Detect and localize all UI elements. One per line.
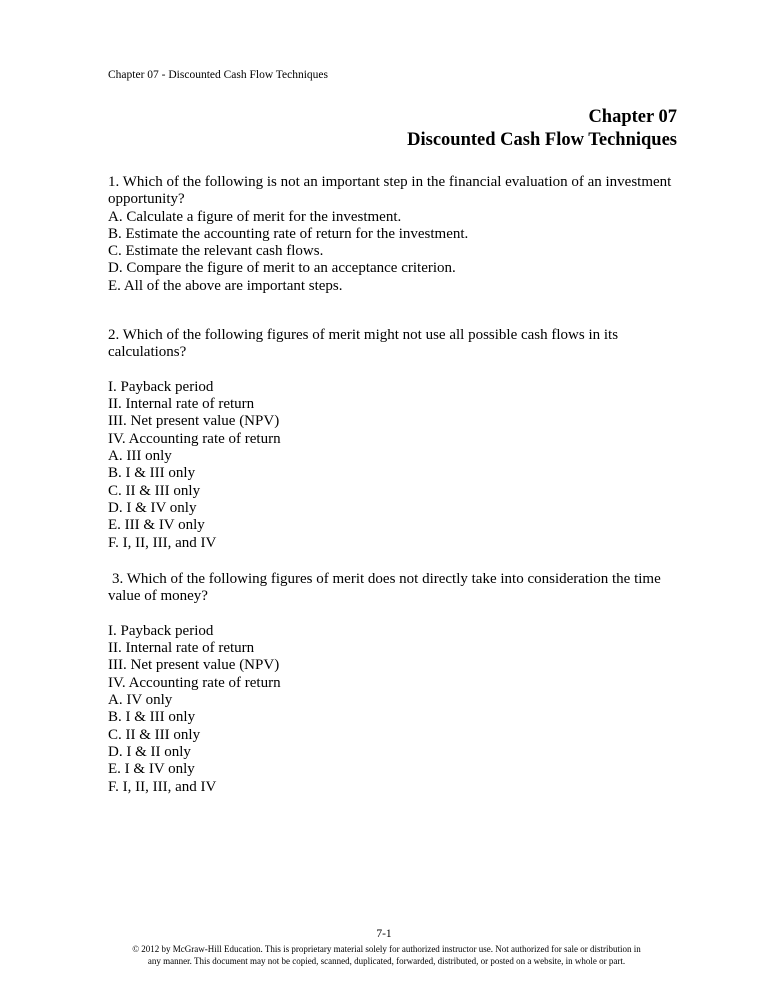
roman-item: IV. Accounting rate of return — [108, 430, 281, 447]
answer-option: B. I & III only — [108, 465, 196, 482]
roman-item: II. Internal rate of return — [108, 640, 255, 657]
question-2 — [108, 327, 688, 552]
roman-item: II. Internal rate of return — [108, 396, 255, 413]
roman-item: IV. Accounting rate of return — [108, 674, 281, 691]
question-3-stem — [108, 571, 688, 606]
question-stem-line: opportunity? — [108, 191, 185, 208]
chapter-heading — [407, 106, 677, 152]
copyright-line: © 2012 by McGraw-Hill Education. This is proprietary material solely for authorized instructor use. Not authorized for sale or distribution in — [132, 944, 641, 954]
roman-item: III. Net present value (NPV) — [108, 657, 280, 674]
roman-item: I. Payback period — [108, 622, 214, 639]
answer-option: F. I, II, III, and IV — [108, 534, 217, 551]
question-stem-line: 1. Which of the following is not an important step in the financial evaluation of an investment — [108, 174, 672, 190]
question-stem-line: calculations? — [108, 344, 187, 361]
page-number: 7-1 — [376, 928, 392, 940]
answer-option: C. Estimate the relevant cash flows. — [108, 243, 324, 260]
question-3 — [108, 571, 688, 796]
chapter-number: Chapter 07 — [588, 107, 677, 127]
question-2-items — [108, 379, 688, 448]
running-header: Chapter 07 - Discounted Cash Flow Techniques — [108, 69, 329, 81]
question-2-stem — [108, 327, 688, 362]
answer-option: C. II & III only — [108, 726, 201, 743]
question-stem-line: 2. Which of the following figures of merit might not use all possible cash flows in its — [108, 327, 619, 343]
answer-option: E. III & IV only — [108, 517, 205, 534]
answer-option: A. Calculate a figure of merit for the investment. — [108, 208, 402, 225]
answer-option: F. I, II, III, and IV — [108, 778, 217, 795]
question-3-items — [108, 623, 688, 692]
chapter-title: Discounted Cash Flow Techniques — [407, 130, 677, 150]
question-1-options — [108, 209, 688, 295]
answer-option: E. I & IV only — [108, 761, 195, 778]
answer-option: D. I & IV only — [108, 499, 197, 516]
answer-option: C. II & III only — [108, 482, 201, 499]
answer-option: E. All of the above are important steps. — [108, 277, 343, 294]
copyright-notice — [95, 943, 678, 967]
question-3-options — [108, 692, 688, 796]
answer-option: B. Estimate the accounting rate of return for the investment. — [108, 225, 469, 242]
answer-option: B. I & III only — [108, 709, 196, 726]
answer-option: D. Compare the figure of merit to an acceptance criterion. — [108, 260, 456, 277]
question-1 — [108, 174, 688, 295]
copyright-line: any manner. This document may not be copied, scanned, duplicated, forwarded, distributed, or posted on a website, in whole or part. — [147, 956, 626, 966]
roman-item: I. Payback period — [108, 378, 214, 395]
question-stem-line: 3. Which of the following figures of merit does not directly take into consideration the time — [112, 571, 661, 587]
question-stem-line: value of money? — [108, 588, 208, 605]
answer-option: A. IV only — [108, 692, 173, 709]
question-1-stem — [108, 174, 688, 209]
answer-option: A. III only — [108, 448, 172, 465]
question-2-options — [108, 448, 688, 552]
answer-option: D. I & II only — [108, 743, 191, 760]
roman-item: III. Net present value (NPV) — [108, 413, 280, 430]
